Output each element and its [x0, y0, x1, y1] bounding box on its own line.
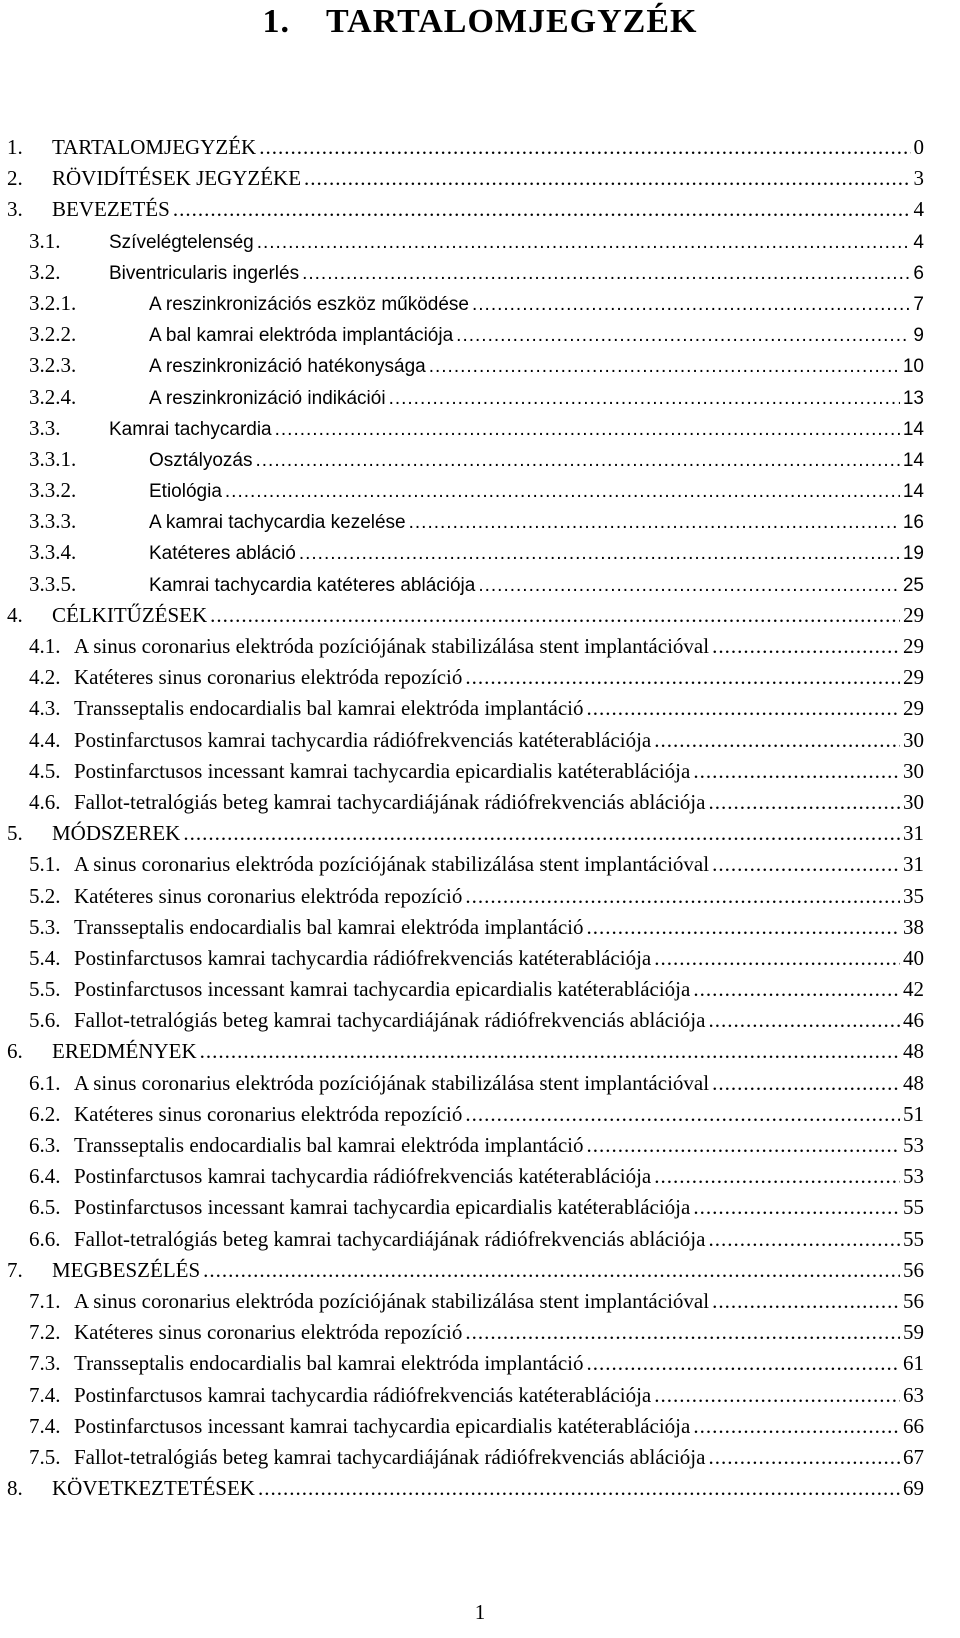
- table-of-contents: [7, 132, 924, 1504]
- toc-leader-dots: [465, 881, 900, 912]
- toc-entry-title: A sinus coronarius elektróda pozíciójának stabilizálása stent implantációval: [74, 634, 710, 658]
- toc-entry-title: MÓDSZEREK: [52, 821, 181, 846]
- toc-entry-page: 30: [903, 789, 924, 814]
- toc-leader-dots: [654, 1380, 900, 1411]
- toc-entry-title: Postinfarctusos kamrai tachycardia rádiófrekvenciás katéterablációja: [74, 1382, 652, 1407]
- toc-leader-dots: [203, 1255, 900, 1286]
- toc-entry[interactable]: [7, 1130, 924, 1161]
- toc-entry-number: 3.2.: [29, 259, 61, 284]
- toc-entry[interactable]: [7, 787, 924, 818]
- toc-entry[interactable]: [7, 257, 924, 288]
- page-title: [0, 0, 960, 44]
- toc-entry-title: Transseptalis endocardialis bal kamrai elektróda implantáció: [74, 696, 584, 721]
- toc-entry[interactable]: [7, 413, 924, 444]
- toc-entry-page: 48: [903, 1070, 924, 1095]
- toc-entry-title: Kamrai tachycardia: [109, 418, 272, 440]
- toc-entry-page: 3: [913, 166, 924, 191]
- toc-entry-number: 3.2.3.: [29, 353, 77, 378]
- toc-leader-dots: [693, 974, 900, 1005]
- toc-entry[interactable]: [7, 226, 924, 257]
- toc-entry-number: 3.3.3.: [29, 509, 77, 534]
- toc-entry-number: 4.3.: [29, 696, 61, 721]
- toc-entry[interactable]: [7, 662, 924, 693]
- toc-entry[interactable]: [7, 1317, 924, 1348]
- toc-entry-page: 53: [903, 1133, 924, 1157]
- toc-entry[interactable]: [7, 475, 924, 506]
- toc-entry-title: A sinus coronarius elektróda pozíciójának stabilizálása stent implantációval: [74, 1288, 710, 1313]
- toc-entry-page: 59: [903, 1320, 924, 1345]
- toc-leader-dots: [275, 414, 900, 445]
- toc-entry-number: 5.4.: [29, 945, 61, 970]
- toc-entry-page: 14: [902, 481, 924, 503]
- toc-leader-dots: [587, 693, 901, 724]
- toc-entry-page: 55: [903, 1226, 924, 1251]
- toc-leader-dots: [712, 631, 900, 662]
- toc-entry[interactable]: [7, 1380, 924, 1411]
- toc-entry[interactable]: [7, 756, 924, 787]
- toc-entry-title: A sinus coronarius elektróda pozíciójának stabilizálása stent implantációval: [74, 852, 710, 877]
- toc-entry-page: 30: [903, 758, 924, 783]
- toc-entry-page: 19: [902, 543, 924, 565]
- toc-leader-dots: [465, 1317, 900, 1348]
- toc-entry-page: 7: [913, 293, 924, 315]
- toc-entry[interactable]: [7, 1255, 924, 1286]
- toc-entry-title: A reszinkronizációs eszköz működése: [149, 293, 469, 315]
- toc-entry-number: 1.: [7, 135, 23, 159]
- toc-leader-dots: [299, 538, 900, 569]
- toc-entry[interactable]: [7, 912, 924, 943]
- toc-entry[interactable]: [7, 132, 924, 163]
- toc-entry-title: Biventricularis ingerlés: [109, 262, 300, 284]
- toc-entry-page: 10: [902, 356, 924, 378]
- toc-leader-dots: [210, 600, 900, 631]
- toc-leader-dots: [258, 1473, 900, 1504]
- toc-entry[interactable]: [7, 506, 924, 537]
- toc-entry-title: Postinfarctusos incessant kamrai tachycardia epicardialis katéterablációja: [74, 1413, 691, 1438]
- toc-entry-title: Transseptalis endocardialis bal kamrai elektróda implantáció: [74, 1351, 584, 1376]
- toc-leader-dots: [200, 1036, 900, 1067]
- toc-entry-title: Postinfarctusos kamrai tachycardia rádiófrekvenciás katéterablációja: [74, 727, 652, 752]
- toc-leader-dots: [712, 1286, 900, 1317]
- toc-entry-page: 40: [903, 945, 924, 970]
- toc-entry-title: Fallot-tetralógiás beteg kamrai tachycardiájának rádiófrekvenciás ablációja: [74, 1008, 706, 1033]
- toc-entry-title: A reszinkronizáció hatékonysága: [149, 356, 426, 378]
- toc-entry-page: 67: [903, 1444, 924, 1469]
- toc-entry-number: 7.1.: [29, 1288, 61, 1313]
- toc-entry-title: Postinfarctusos incessant kamrai tachycardia epicardialis katéterablációja: [74, 1195, 691, 1220]
- toc-entry[interactable]: [7, 1068, 924, 1099]
- toc-entry[interactable]: [7, 444, 924, 475]
- toc-entry-page: 46: [903, 1008, 924, 1033]
- toc-entry-number: 6.: [7, 1039, 23, 1064]
- toc-entry[interactable]: [7, 1099, 924, 1130]
- toc-entry-page: 14: [902, 418, 924, 440]
- toc-leader-dots: [693, 1411, 900, 1442]
- toc-leader-dots: [654, 943, 900, 974]
- toc-entry-title: A reszinkronizáció indikációi: [149, 387, 386, 409]
- toc-entry-number: 7.4.: [29, 1413, 61, 1438]
- toc-entry-title: Fallot-tetralógiás beteg kamrai tachycardiájának rádiófrekvenciás ablációja: [74, 1226, 706, 1251]
- toc-entry-page: 51: [903, 1101, 924, 1126]
- toc-entry[interactable]: [7, 849, 924, 880]
- toc-entry[interactable]: [7, 1192, 924, 1223]
- toc-entry-title: Kamrai tachycardia katéteres ablációja: [149, 574, 476, 596]
- toc-entry-number: 4.: [7, 602, 23, 627]
- toc-entry-number: 3.3.1.: [29, 446, 77, 471]
- toc-leader-dots: [693, 756, 900, 787]
- toc-leader-dots: [708, 1005, 900, 1036]
- toc-entry-number: 3.3.4.: [29, 540, 77, 565]
- toc-entry[interactable]: [7, 943, 924, 974]
- toc-entry[interactable]: [7, 1286, 924, 1317]
- toc-entry-page: 56: [903, 1288, 924, 1313]
- toc-entry[interactable]: [7, 974, 924, 1005]
- toc-leader-dots: [712, 849, 900, 880]
- toc-entry-number: 8.: [7, 1476, 23, 1501]
- toc-entry-number: 7.4.: [29, 1382, 61, 1407]
- toc-entry-number: 4.5.: [29, 758, 61, 783]
- toc-entry[interactable]: [7, 569, 924, 600]
- toc-entry-number: 3.2.2.: [29, 322, 77, 347]
- toc-leader-dots: [654, 1161, 900, 1192]
- toc-entry-number: 6.4.: [29, 1164, 61, 1189]
- toc-entry-number: 4.1.: [29, 634, 61, 658]
- toc-entry[interactable]: [7, 1473, 924, 1504]
- toc-entry[interactable]: [7, 319, 924, 350]
- toc-entry-number: 7.: [7, 1257, 23, 1282]
- toc-entry[interactable]: [7, 1224, 924, 1255]
- toc-entry-title: Fallot-tetralógiás beteg kamrai tachycardiájának rádiófrekvenciás ablációja: [74, 789, 706, 814]
- toc-entry-number: 7.2.: [29, 1320, 61, 1345]
- toc-leader-dots: [257, 227, 911, 258]
- toc-entry-title: A bal kamrai elektróda implantációja: [149, 325, 454, 347]
- toc-entry[interactable]: [7, 350, 924, 381]
- toc-entry[interactable]: [7, 725, 924, 756]
- toc-entry-title: Postinfarctusos incessant kamrai tachycardia epicardialis katéterablációja: [74, 758, 691, 783]
- toc-leader-dots: [429, 351, 900, 382]
- toc-entry-number: 5.: [7, 821, 23, 846]
- toc-leader-dots: [409, 507, 900, 538]
- toc-entry-page: 14: [902, 449, 924, 471]
- toc-leader-dots: [708, 1224, 900, 1255]
- toc-entry-title: Etiológia: [149, 481, 222, 503]
- toc-entry[interactable]: [7, 163, 924, 194]
- toc-entry-title: Osztályozás: [149, 449, 253, 471]
- toc-entry-page: 35: [903, 883, 924, 908]
- toc-entry-page: 29: [903, 634, 924, 658]
- toc-entry-number: 5.1.: [29, 852, 61, 877]
- toc-entry[interactable]: [7, 194, 924, 225]
- toc-entry-number: 6.3.: [29, 1133, 61, 1157]
- toc-leader-dots: [693, 1192, 900, 1223]
- toc-entry-page: 53: [903, 1164, 924, 1189]
- toc-leader-dots: [389, 383, 900, 414]
- toc-entry-number: 2.: [7, 166, 23, 191]
- toc-entry-page: 29: [903, 696, 924, 721]
- toc-entry-number: 4.2.: [29, 665, 61, 690]
- toc-entry[interactable]: [7, 631, 924, 662]
- toc-entry-number: 7.3.: [29, 1351, 61, 1376]
- toc-entry-page: 31: [903, 852, 924, 877]
- toc-entry-number: 3.: [7, 197, 23, 222]
- toc-entry[interactable]: [7, 1005, 924, 1036]
- toc-entry-number: 3.3.: [29, 415, 61, 440]
- toc-entry-page: 29: [903, 602, 924, 627]
- toc-entry[interactable]: [7, 818, 924, 849]
- toc-entry-page: 38: [903, 914, 924, 939]
- toc-entry-page: 63: [903, 1382, 924, 1407]
- toc-entry-page: 48: [903, 1039, 924, 1064]
- toc-leader-dots: [259, 132, 910, 163]
- toc-entry[interactable]: [7, 881, 924, 912]
- toc-entry-number: 4.4.: [29, 727, 61, 752]
- toc-leader-dots: [587, 912, 901, 943]
- toc-entry-title: Katéteres abláció: [149, 543, 296, 565]
- toc-entry-title: Szívelégtelenség: [109, 231, 254, 253]
- toc-leader-dots: [173, 194, 911, 225]
- page-number: 1: [474, 1600, 486, 1624]
- toc-entry-title: MEGBESZÉLÉS: [52, 1257, 201, 1282]
- toc-entry-number: 4.6.: [29, 789, 61, 814]
- toc-entry-page: 16: [902, 512, 924, 534]
- toc-entry-number: 3.2.1.: [29, 290, 77, 315]
- toc-entry-title: Postinfarctusos kamrai tachycardia rádiófrekvenciás katéterablációja: [74, 945, 652, 970]
- toc-leader-dots: [478, 570, 900, 601]
- toc-entry[interactable]: [7, 382, 924, 413]
- toc-leader-dots: [654, 725, 900, 756]
- page-title-number: 1.: [262, 3, 291, 40]
- toc-entry-page: 29: [903, 665, 924, 690]
- toc-entry-page: 6: [913, 262, 924, 284]
- toc-leader-dots: [183, 818, 900, 849]
- toc-entry-number: 5.6.: [29, 1008, 61, 1033]
- toc-leader-dots: [302, 258, 910, 289]
- toc-leader-dots: [304, 163, 910, 194]
- toc-entry[interactable]: [7, 1161, 924, 1192]
- toc-leader-dots: [708, 787, 900, 818]
- toc-entry-title: Katéteres sinus coronarius elektróda repozíció: [74, 1101, 463, 1126]
- toc-entry-title: Katéteres sinus coronarius elektróda repozíció: [74, 1320, 463, 1345]
- toc-entry-page: 13: [902, 387, 924, 409]
- toc-leader-dots: [225, 476, 900, 507]
- page-title-text: TARTALOMJEGYZÉK: [326, 3, 698, 40]
- toc-leader-dots: [465, 662, 900, 693]
- toc-entry-title: KÖVETKEZTETÉSEK: [52, 1476, 255, 1501]
- toc-entry-number: 6.5.: [29, 1195, 61, 1220]
- toc-entry-page: 4: [913, 197, 924, 222]
- toc-entry-title: Transseptalis endocardialis bal kamrai elektróda implantáció: [74, 914, 584, 939]
- toc-entry-title: Postinfarctusos incessant kamrai tachycardia epicardialis katéterablációja: [74, 977, 691, 1002]
- toc-leader-dots: [255, 445, 899, 476]
- toc-leader-dots: [587, 1130, 901, 1161]
- toc-entry-title: A kamrai tachycardia kezelése: [149, 512, 406, 534]
- toc-entry-page: 4: [913, 231, 924, 253]
- toc-entry-title: CÉLKITŰZÉSEK: [52, 602, 208, 627]
- toc-entry[interactable]: [7, 693, 924, 724]
- toc-entry-number: 3.3.2.: [29, 478, 77, 503]
- toc-entry[interactable]: [7, 288, 924, 319]
- toc-leader-dots: [587, 1348, 901, 1379]
- toc-leader-dots: [708, 1442, 900, 1473]
- toc-entry-page: 9: [913, 325, 924, 347]
- toc-leader-dots: [712, 1068, 900, 1099]
- toc-entry-page: 69: [903, 1476, 924, 1501]
- toc-entry[interactable]: [7, 1442, 924, 1473]
- toc-entry-page: 66: [903, 1413, 924, 1438]
- toc-entry-number: 3.1.: [29, 228, 61, 253]
- toc-entry-number: 7.5.: [29, 1444, 61, 1469]
- toc-entry-page: 61: [903, 1351, 924, 1376]
- toc-entry[interactable]: [7, 537, 924, 568]
- toc-entry-number: 3.2.4.: [29, 384, 77, 409]
- toc-entry-number: 5.3.: [29, 914, 61, 939]
- toc-leader-dots: [465, 1099, 900, 1130]
- toc-entry-title: EREDMÉNYEK: [52, 1039, 197, 1064]
- toc-entry-number: 5.5.: [29, 977, 61, 1002]
- toc-entry-number: 6.1.: [29, 1070, 61, 1095]
- toc-entry-title: Fallot-tetralógiás beteg kamrai tachycardiájának rádiófrekvenciás ablációja: [74, 1444, 706, 1469]
- toc-entry-title: Postinfarctusos kamrai tachycardia rádiófrekvenciás katéterablációja: [74, 1164, 652, 1189]
- toc-entry-page: 31: [903, 821, 924, 846]
- toc-leader-dots: [472, 289, 910, 320]
- toc-entry-title: Transseptalis endocardialis bal kamrai elektróda implantáció: [74, 1133, 584, 1157]
- toc-entry-number: 6.2.: [29, 1101, 61, 1126]
- toc-entry[interactable]: [7, 600, 924, 631]
- toc-entry[interactable]: [7, 1036, 924, 1067]
- toc-entry-title: Katéteres sinus coronarius elektróda repozíció: [74, 883, 463, 908]
- toc-entry-title: RÖVIDÍTÉSEK JEGYZÉKE: [52, 166, 302, 191]
- toc-entry-page: 30: [903, 727, 924, 752]
- toc-entry-page: 0: [913, 135, 924, 159]
- toc-entry-number: 6.6.: [29, 1226, 61, 1251]
- toc-entry-page: 56: [903, 1257, 924, 1282]
- toc-entry[interactable]: [7, 1348, 924, 1379]
- toc-entry-number: 3.3.5.: [29, 571, 77, 596]
- toc-entry-title: BEVEZETÉS: [52, 197, 170, 222]
- toc-entry[interactable]: [7, 1411, 924, 1442]
- toc-entry-title: A sinus coronarius elektróda pozíciójának stabilizálása stent implantációval: [74, 1070, 710, 1095]
- toc-entry-title: TARTALOMJEGYZÉK: [52, 135, 257, 159]
- toc-entry-page: 42: [903, 977, 924, 1002]
- toc-entry-page: 55: [903, 1195, 924, 1220]
- toc-entry-page: 25: [902, 574, 924, 596]
- toc-leader-dots: [456, 320, 910, 351]
- toc-entry-title: Katéteres sinus coronarius elektróda repozíció: [74, 665, 463, 690]
- toc-entry-number: 5.2.: [29, 883, 61, 908]
